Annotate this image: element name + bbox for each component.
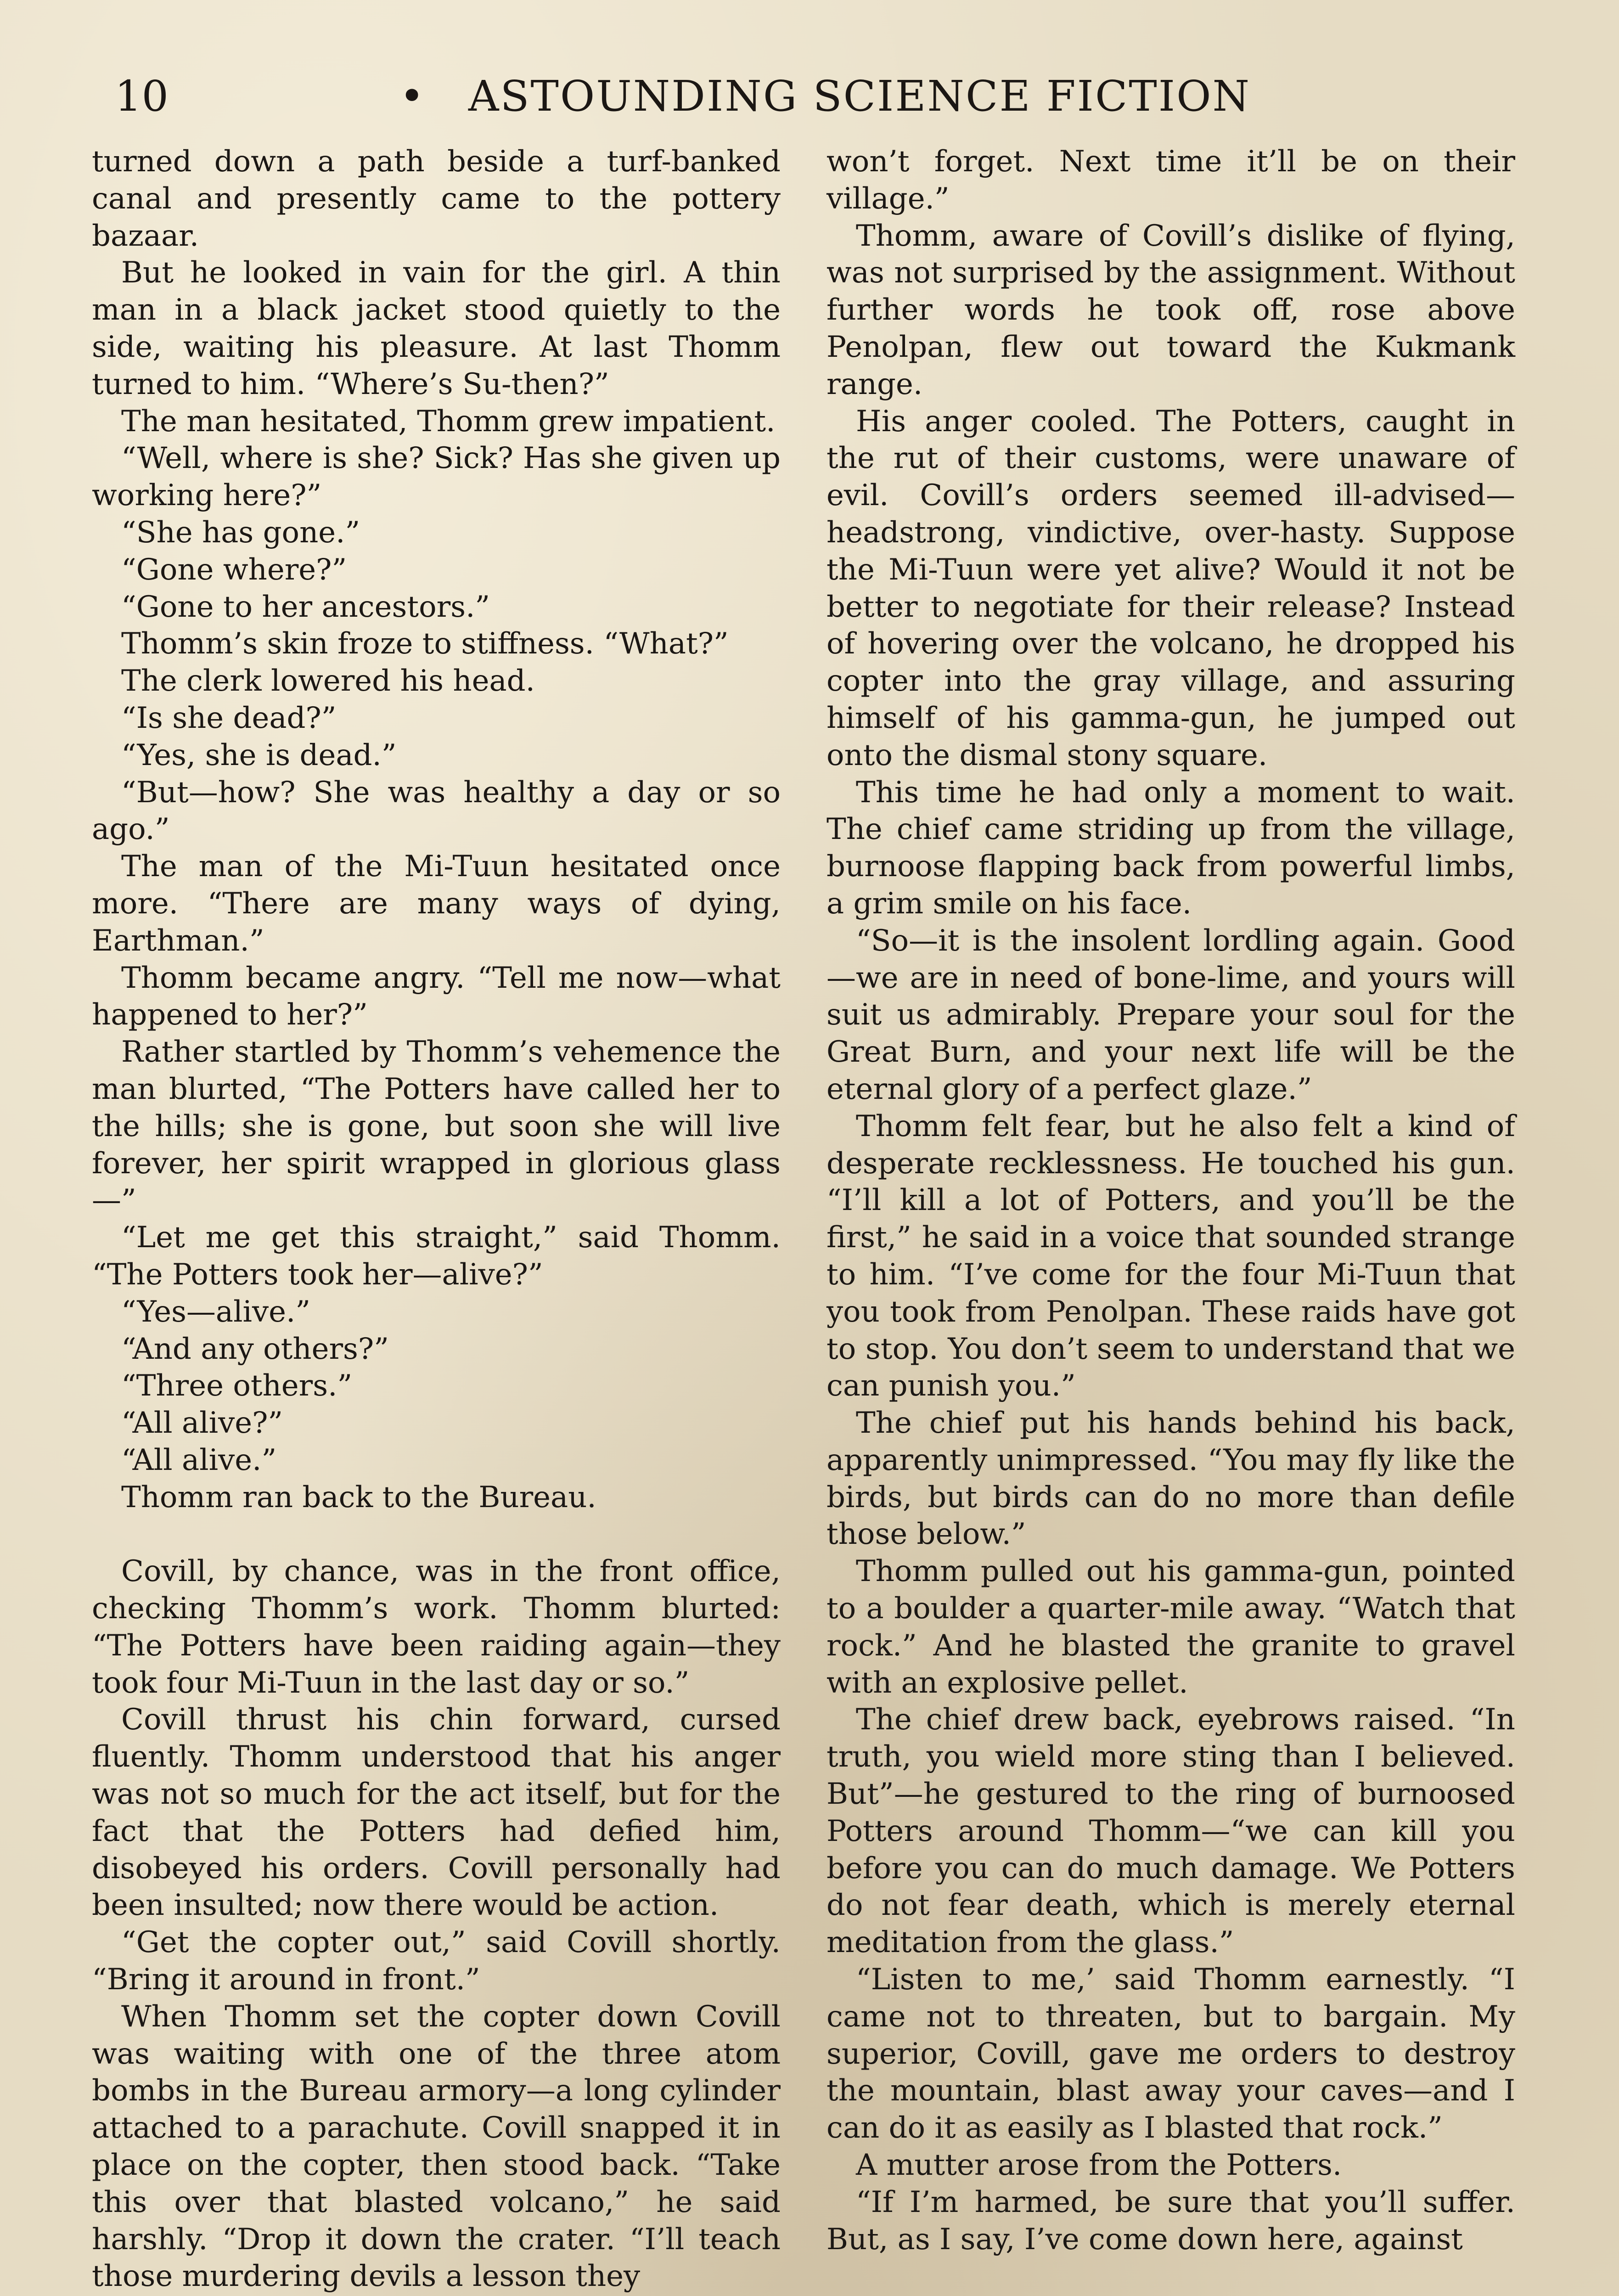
paragraph: The man of the Mi-Tuun hesitated once more. “There are many ways of dying, Earthman.”	[92, 850, 781, 958]
paragraph: Thomm pulled out his gamma-gun, pointed to a boulder a quarter-mile away. “Watch that rock.” And he blasted the granite to gravel with an explosive pellet.	[826, 1554, 1515, 1700]
paragraph: “Let me get this straight,” said Thomm. “The Potters took her—alive?”	[92, 1221, 781, 1292]
paragraph: The clerk lowered his head.	[121, 664, 535, 698]
paragraph: “But—how? She was healthy a day or so ago.”	[92, 775, 781, 847]
paragraph: Covill thrust his chin forward, cursed fluently. Thomm understood that his anger was not so much for the act itself, but for the fact that the Potters had defied him, disobeyed his orders. Covill personally had been insulted; now there would be action.	[92, 1703, 781, 1923]
paragraph: But he looked in vain for the girl. A thin man in a black jacket stood quietly to the side, waiting his pleasure. At last Thomm turned to him. “Where’s Su-then?”	[92, 256, 781, 401]
paragraph: “Listen to me,’ said Thomm earnestly. “I came not to threaten, but to bargain. My superior, Covill, gave me orders to destroy the mountain, blast away your caves—and I can do it as easily as I blasted that rock.”	[826, 1963, 1515, 2145]
left-column	[92, 143, 781, 2295]
paragraph: “Gone to her ancestors.”	[121, 590, 490, 624]
running-title: ASTOUNDING SCIENCE FICTION	[468, 72, 1251, 121]
paragraph: “Get the copter out,” said Covill shortly. “Bring it around in front.”	[92, 1925, 781, 1997]
paragraph: The chief put his hands behind his back, apparently unimpressed. “You may fly like the birds, but birds can do no more than defile those below.”	[826, 1406, 1515, 1552]
paragraph: “Three others.”	[121, 1369, 353, 1403]
paragraph: “So—it is the insolent lordling again. Good—we are in need of bone-lime, and yours will suit us admirably. Prepare your soul for the Great Burn, and your next life will be the eternal glory of a perfect glaze.”	[826, 923, 1515, 1106]
paragraph: A mutter arose from the Potters.	[856, 2148, 1342, 2183]
paragraph: The chief drew back, eyebrows raised. “In truth, you wield more sting than I believed. But”—he gestured to the ring of burnoosed Potters around Thomm—“we can kill you before you can do much damage. We Potters do not fear death, which is merely eternal meditation from the glass.”	[826, 1703, 1515, 1960]
paragraph: This time he had only a moment to wait. The chief came striding up from the village, burnoose flapping back from powerful limbs, a grim smile on his face.	[826, 775, 1515, 921]
paragraph: The man hesitated, Thomm grew impatient.	[121, 404, 776, 439]
paragraph: “And any others?”	[121, 1332, 389, 1366]
paragraph: “All alive?”	[121, 1406, 283, 1441]
header-separator: •	[399, 72, 425, 121]
paragraph: When Thomm set the copter down Covill was waiting with one of the three atom bombs in the Bureau armory—a long cylinder attached to a parachute. Covill snapped it in place on the copter, then stood back. “Take this over that blasted volcano,” he said harshly. “Drop it down the crater. “I’ll teach those murdering devils a lesson they	[92, 1999, 781, 2294]
paragraph: “Gone where?”	[121, 552, 347, 587]
paragraph: turned down a path beside a turf-banked canal and presently came to the pottery bazaar.	[92, 145, 781, 253]
right-column	[826, 143, 1515, 2258]
paragraph: “Yes—alive.”	[121, 1294, 311, 1329]
paragraph: Thomm’s skin froze to stiffness. “What?”	[121, 627, 729, 661]
paragraph: “Is she dead?”	[121, 701, 337, 735]
paragraph: “Well, where is she? Sick? Has she given up working here?”	[92, 441, 781, 513]
paragraph: “If I’m harmed, be sure that you’ll suffer. But, as I say, I’ve come down here, against	[826, 2185, 1515, 2257]
paragraph: “Yes, she is dead.”	[121, 738, 397, 772]
paragraph: “She has gone.”	[121, 515, 360, 550]
paragraph: His anger cooled. The Potters, caught in the rut of their customs, were unaware of evil. Covill’s orders seemed ill-advised—headstrong, vindictive, over-hasty. Suppose the Mi-Tuun were yet alive? Would it not be better to negotiate for their release? Instead of hovering over the volcano, he dropped his copter into the gray village, and assuring himself of his gamma-gun, he jumped out onto the dismal stony square.	[826, 404, 1515, 772]
paragraph: won’t forget. Next time it’ll be on their village.”	[826, 145, 1515, 216]
paragraph: Thomm felt fear, but he also felt a kind of desperate recklessness. He touched his gun. “I’ll kill a lot of Potters, and you’ll be the first,” he said in a voice that sounded strange to him. “I’ve come for the four Mi-Tuun that you took from Penolpan. These raids have got to stop. You don’t seem to understand that we can punish you.”	[826, 1109, 1515, 1403]
paragraph: Thomm became angry. “Tell me now—what happened to her?”	[92, 961, 781, 1032]
page-header	[115, 69, 1481, 124]
paragraph: Rather startled by Thomm’s vehemence the man blurted, “The Potters have called her to the hills; she is gone, but soon she will live forever, her spirit wrapped in glorious glass—”	[92, 1035, 781, 1218]
paragraph: Thomm, aware of Covill’s dislike of flying, was not surprised by the assignment. Without further words he took off, rose above Penolpan, flew out toward the Kukmank range.	[826, 219, 1515, 401]
paragraph: Covill, by chance, was in the front office, checking Thomm’s work. Thomm blurted: “The Potters have been raiding again—they took four Mi-Tuun in the last day or so.”	[92, 1554, 781, 1700]
paragraph: “All alive.”	[121, 1443, 277, 1477]
page-number: 10	[115, 72, 169, 121]
paragraph: Thomm ran back to the Bureau.	[121, 1480, 596, 1514]
